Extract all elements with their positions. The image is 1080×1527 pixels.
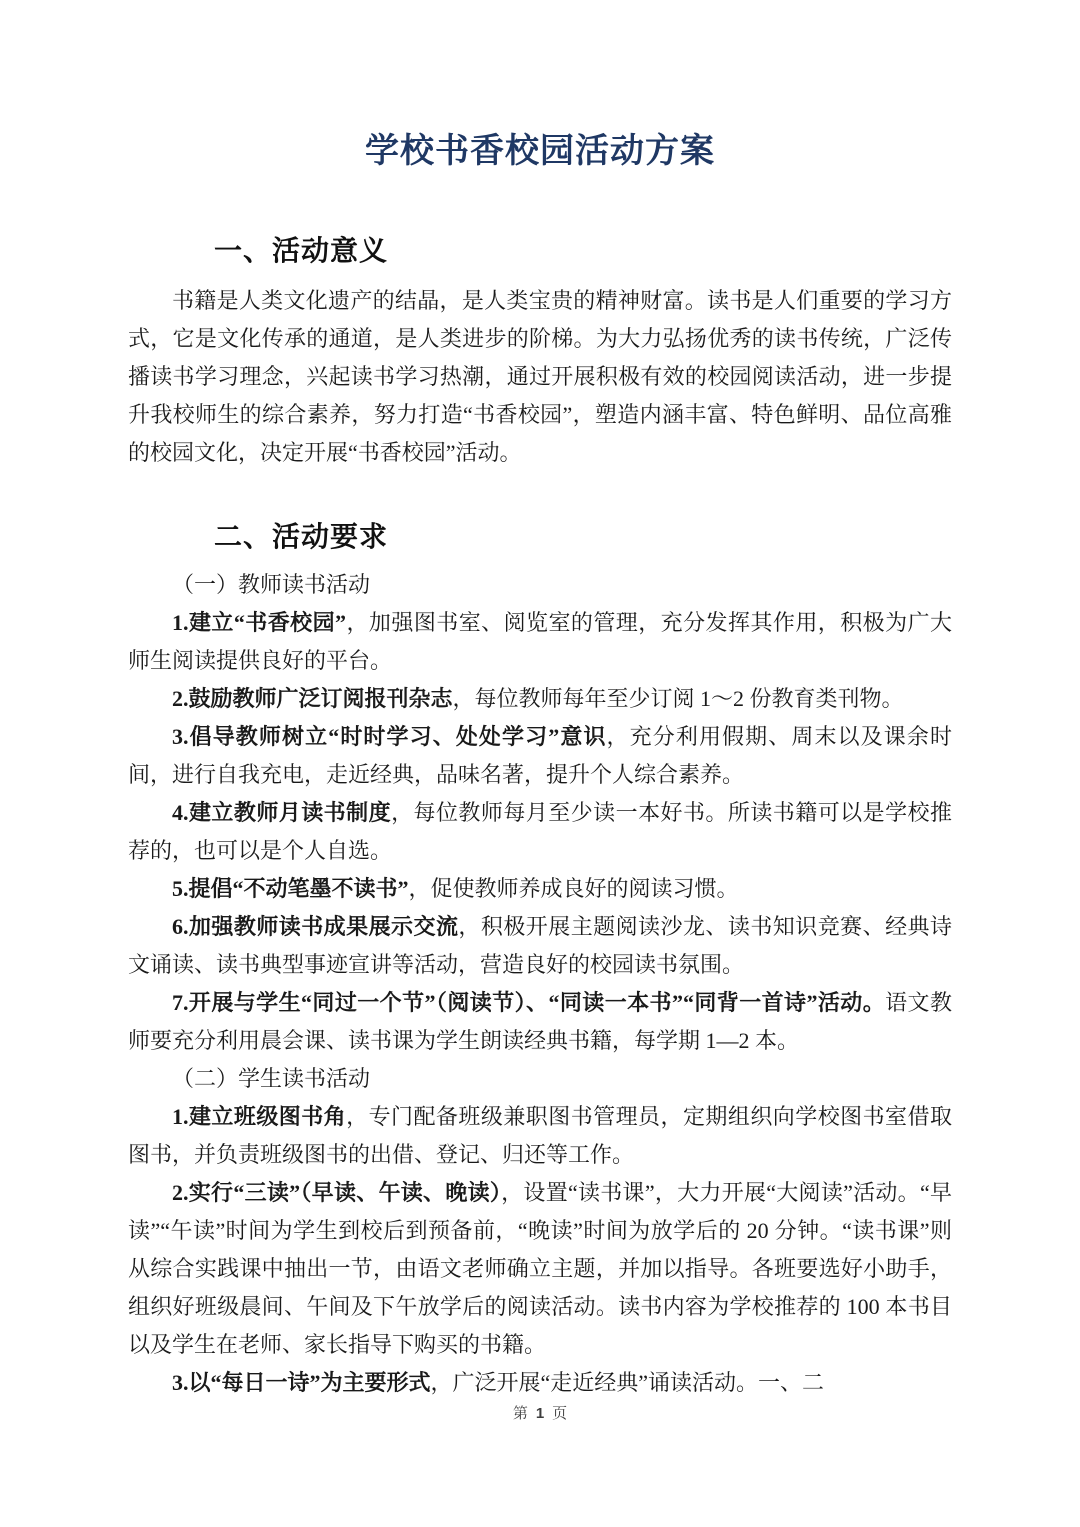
teacher-item-6 bbox=[128, 908, 952, 984]
item-text: ，充分利用假期、周末以及课余时间，进行自我充电，走近经典，品味名著，提升个人综合素养。 bbox=[128, 724, 952, 787]
section-heading-meaning: 一、活动意义 bbox=[214, 236, 389, 267]
item-lead: 2.鼓励教师广泛订阅报刊杂志 bbox=[172, 686, 453, 711]
item-lead: 4.建立教师月读书制度 bbox=[172, 800, 392, 825]
item-lead: 5.提倡“不动笔墨不读书” bbox=[172, 876, 409, 901]
item-lead: 7.开展与学生“同过一个节”（阅读节）、“同读一本书”“同背一首诗”活动。 bbox=[172, 990, 886, 1015]
page-number: 1 bbox=[535, 1405, 545, 1422]
page-footer-prefix: 第 bbox=[512, 1405, 528, 1422]
teacher-item-1 bbox=[128, 604, 952, 680]
teacher-item-3 bbox=[128, 718, 952, 794]
student-item-2 bbox=[128, 1174, 952, 1364]
item-text: ，专门配备班级兼职图书管理员，定期组织向学校图书室借取图书，并负责班级图书的出借、登记、归还等工作。 bbox=[128, 1104, 952, 1167]
section-heading-requirements: 二、活动要求 bbox=[214, 522, 389, 553]
item-text: ，加强图书室、阅览室的管理，充分发挥其作用，积极为广大师生阅读提供良好的平台。 bbox=[128, 610, 952, 673]
item-text: ，积极开展主题阅读沙龙、读书知识竞赛、经典诗文诵读、读书典型事迹宣讲等活动，营造良好的校园读书氛围。 bbox=[128, 914, 952, 977]
teacher-item-5 bbox=[128, 870, 952, 908]
item-lead: 3.倡导教师树立“时时学习、处处学习”意识 bbox=[172, 724, 607, 749]
item-lead: 1.建立“书香校园” bbox=[172, 610, 347, 635]
meaning-paragraph: 书籍是人类文化遗产的结晶，是人类宝贵的精神财富。读书是人们重要的学习方式，它是文化传承的通道，是人类进步的阶梯。为大力弘扬优秀的读书传统，广泛传播读书学习理念，兴起读书学习热潮，通过开展积极有效的校园阅读活动，进一步提升我校师生的综合素养，努力打造“书香校园”，塑造内涵丰富、特色鲜明、品位高雅的校园文化，决定开展“书香校园”活动。 bbox=[128, 288, 952, 465]
teacher-activities-subheading: （一）教师读书活动 bbox=[172, 572, 371, 597]
page-title: 学校书香校园活动方案 bbox=[365, 133, 715, 170]
item-text: ，促使教师养成良好的阅读习惯。 bbox=[408, 876, 739, 901]
student-item-1 bbox=[128, 1098, 952, 1174]
item-text: ，每位教师每年至少订阅 1～2 份教育类刊物。 bbox=[452, 686, 904, 711]
teacher-item-2 bbox=[128, 680, 952, 718]
item-text: ，设置“读书课”，大力开展“大阅读”活动。“早读”“午读”时间为学生到校后到预备前，“晚读”时间为放学后的 20 分钟。“读书课”则从综合实践课中抽出一节，由语文老师确立主题，并加以指导。各班要选好小助手，组织好班级晨间、午间及下午放学后的阅读活动。读书内容为学校推荐的 100 本书目以及学生在老师、家长指导下购买的书籍。 bbox=[128, 1180, 952, 1357]
page-footer bbox=[0, 1402, 1080, 1423]
teacher-item-7 bbox=[128, 984, 952, 1060]
student-activities-subheading: （二）学生读书活动 bbox=[172, 1066, 371, 1091]
teacher-item-4 bbox=[128, 794, 952, 870]
item-lead: 2.实行“三读”（早读、午读、晚读） bbox=[172, 1180, 502, 1205]
page-footer-suffix: 页 bbox=[552, 1405, 568, 1422]
item-lead: 6.加强教师读书成果展示交流 bbox=[172, 914, 459, 939]
item-lead: 1.建立班级图书角 bbox=[172, 1104, 347, 1129]
student-item-3 bbox=[128, 1364, 952, 1402]
item-text: ，广泛开展“走近经典”诵读活动。一、二 bbox=[430, 1370, 825, 1395]
item-text: 语文教师要充分利用晨会课、读书课为学生朗读经典书籍，每学期 1—2 本。 bbox=[128, 990, 952, 1053]
item-text: ，每位教师每月至少读一本好书。所读书籍可以是学校推荐的，也可以是个人自选。 bbox=[128, 800, 952, 863]
item-lead: 3.以“每日一诗”为主要形式 bbox=[172, 1370, 431, 1395]
